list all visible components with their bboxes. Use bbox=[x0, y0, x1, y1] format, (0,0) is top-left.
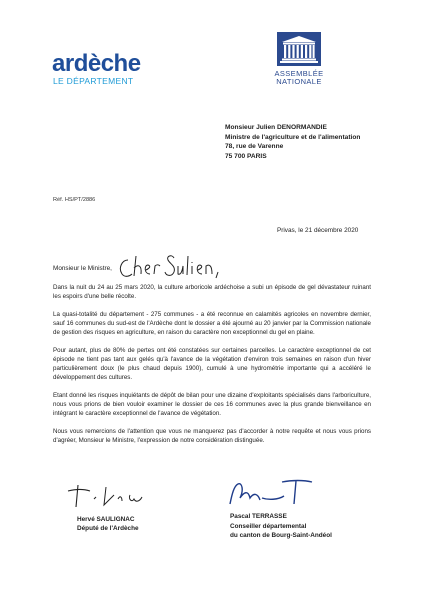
paragraph-2: La quasi-totalité du département - 275 communes - a été reconnue en calamités agricoles en novembre dernier, sauf 16 communes du sud-est de l'Ardèche dont le dossier a été ajourné au 20 janvier par la Commission nationale de gestion des risques en agriculture, en raison du caractère non exceptionnel du gel en plaine. bbox=[53, 310, 371, 337]
signature-terrasse bbox=[222, 476, 318, 510]
paragraph-5: Nous vous remercions de l'attention que vous ne manquerez pas d'accorder à notre requête et nous vous prions d'agréer, Monsieur le Ministre, l'expression de notre considération distinguée. bbox=[53, 428, 371, 445]
signature-saulignac bbox=[58, 477, 154, 513]
recipient-address bbox=[225, 123, 360, 161]
salutation: Monsieur le Ministre, bbox=[53, 265, 112, 272]
recipient-street: 78, rue de Varenne bbox=[225, 143, 284, 151]
signatory-1-role: Député de l'Ardèche bbox=[77, 525, 139, 533]
ardeche-logo bbox=[52, 52, 162, 86]
ardeche-logo-subtitle: LE DÉPARTEMENT bbox=[53, 76, 134, 86]
paragraph-3: Pour autant, plus de 80% de pertes ont été constatées sur certaines parcelles. Le caractère exceptionnel de cet épisode ne tient pas tant aux gelés qu'à l'avance de la végétation d'environ trois semaines en raison d'un hiver particulièrement doux (le plus chaud depuis 1900), cumulé à une hydrométrie importante qui a accéléré le développement des cultures. bbox=[53, 346, 371, 382]
ardeche-logo-word: ardèche bbox=[52, 50, 141, 77]
reference-number: Réf. HS/PT/2886 bbox=[53, 197, 96, 203]
letter-body bbox=[53, 283, 371, 454]
signatory-2-role-2: du canton de Bourg-Saint-Andéol bbox=[230, 532, 332, 540]
recipient-title: Ministre de l'agriculture et de l'alimentation bbox=[225, 133, 361, 141]
signatory-2-name: Pascal TERRASSE bbox=[230, 513, 287, 520]
letter-date: Privas, le 21 décembre 2020 bbox=[277, 227, 359, 234]
assemblee-logo-text: ASSEMBLÉE NATIONALE bbox=[274, 69, 324, 86]
assemblee-nationale-logo bbox=[268, 30, 330, 86]
assemblee-building-icon bbox=[268, 30, 330, 70]
paragraph-1: Dans la nuit du 24 au 25 mars 2020, la culture arboricole ardéchoise a subi un épisode de gel dévastateur ruinant les espoirs d'une belle récolte. bbox=[53, 284, 371, 301]
signatory-2 bbox=[230, 512, 332, 541]
paragraph-4: Etant donné les risques inquiétants de dépôt de bilan pour une dizaine d'exploitants spécialisés dans l'arboriculture, nous vous prions de bien vouloir examiner le dossier de ces 16 communes avec la plus grande bienveillance en intégrant le caractère exceptionnel de l'avance de végétation. bbox=[53, 392, 371, 418]
handwritten-greeting bbox=[114, 250, 234, 282]
recipient-city: 75 700 PARIS bbox=[225, 152, 267, 160]
signatory-1-name: Hervé SAULIGNAC bbox=[77, 516, 135, 523]
signatory-1 bbox=[77, 515, 139, 534]
signatory-2-role-1: Conseiller départemental bbox=[230, 522, 307, 530]
recipient-name: Monsieur Julien DENORMANDIE bbox=[225, 124, 327, 131]
